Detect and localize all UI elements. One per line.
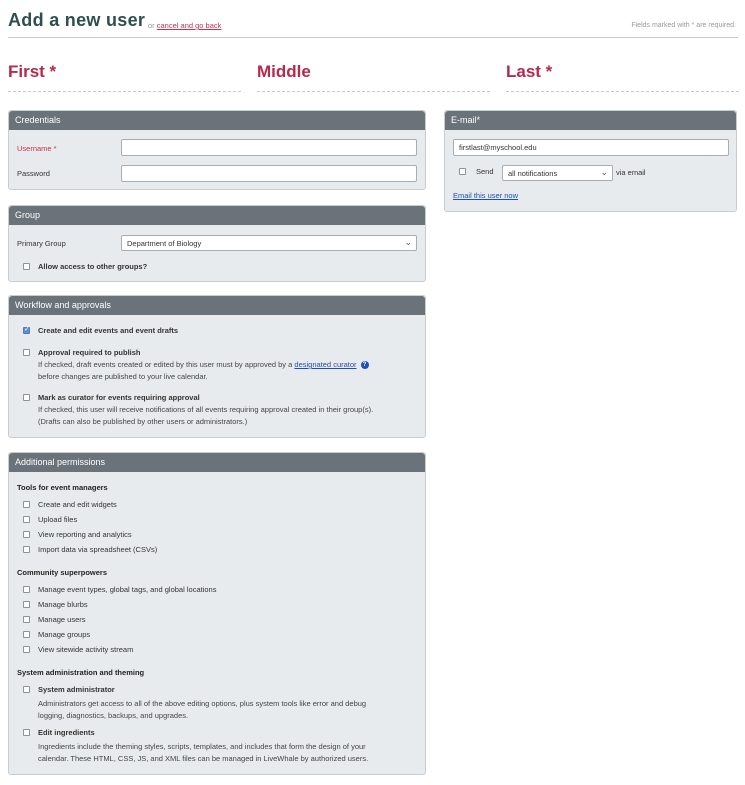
community-checkbox[interactable] <box>23 616 30 623</box>
community-checkbox[interactable] <box>23 586 30 593</box>
sysadmin-description <box>38 698 423 722</box>
cancel-wrap <box>148 21 221 30</box>
first-name-field[interactable] <box>8 62 241 92</box>
allow-other-groups-label: Allow access to other groups? <box>38 262 148 271</box>
community-label: View sitewide activity stream <box>38 645 134 654</box>
ingredients-desc-1: Ingredients include the theming styles, scripts, templates, and includes that form the design of your <box>38 742 366 751</box>
community-checkbox[interactable] <box>23 646 30 653</box>
first-name-label: First * <box>8 62 57 81</box>
tool-label: View reporting and analytics <box>38 530 132 539</box>
community-checkbox[interactable] <box>23 631 30 638</box>
middle-name-label: Middle <box>257 62 311 81</box>
primary-group-select[interactable] <box>121 235 417 251</box>
approval-required-label: Approval required to publish <box>38 348 141 357</box>
page-title: Add a new user <box>8 10 146 30</box>
community-checkbox[interactable] <box>23 601 30 608</box>
sysadmin-checkbox[interactable] <box>23 686 30 693</box>
chevron-down-icon: ⌄ <box>404 237 412 247</box>
mark-curator-checkbox[interactable] <box>23 394 30 401</box>
tool-label: Upload files <box>38 515 78 524</box>
email-user-now-link[interactable]: Email this user now <box>453 191 519 200</box>
username-label: Username * <box>17 144 57 153</box>
last-name-field[interactable] <box>506 62 739 92</box>
community-label: Manage blurbs <box>38 600 88 609</box>
credentials-heading: Credentials <box>9 111 425 130</box>
edit-ingredients-label: Edit ingredients <box>38 728 95 737</box>
chevron-down-icon: ⌄ <box>600 167 608 177</box>
username-input[interactable] <box>121 139 417 156</box>
group-panel <box>8 205 426 282</box>
tool-checkbox[interactable] <box>23 501 30 508</box>
via-email-label: via email <box>616 168 646 177</box>
tools-section-title: Tools for event managers <box>17 483 108 492</box>
ingredients-desc-2: calendar. These HTML, CSS, JS, and XML files can be managed in LiveWhale by authorized users. <box>38 754 369 763</box>
curator-desc-1: If checked, this user will receive notifications of all events requiring approval created in their group(s). <box>38 405 374 414</box>
create-edit-events-checkbox[interactable] <box>23 327 30 334</box>
password-input[interactable] <box>121 165 417 182</box>
cancel-link[interactable]: cancel and go back <box>156 21 222 30</box>
workflow-heading: Workflow and approvals <box>9 296 425 315</box>
tool-label: Create and edit widgets <box>38 500 117 509</box>
tool-checkbox[interactable] <box>23 546 30 553</box>
curator-desc-2: (Drafts can also be published by other users or administrators.) <box>38 417 248 426</box>
primary-group-label: Primary Group <box>17 239 66 248</box>
email-panel <box>444 110 737 212</box>
edit-ingredients-checkbox[interactable] <box>23 729 30 736</box>
approval-description <box>38 359 423 383</box>
sysadmin-label: System administrator <box>38 685 115 694</box>
additional-permissions-panel <box>8 452 426 775</box>
credentials-panel <box>8 110 426 190</box>
tool-label: Import data via spreadsheet (CSVs) <box>38 545 158 554</box>
primary-group-selected: Department of Biology <box>127 239 202 248</box>
mark-curator-label: Mark as curator for events requiring approval <box>38 393 200 402</box>
required-note: Fields marked with * are required. <box>631 22 736 29</box>
workflow-panel <box>8 295 426 438</box>
approval-required-checkbox[interactable] <box>23 349 30 356</box>
approval-desc-1: If checked, draft events created or edited by this user must by approved by a <box>38 360 293 369</box>
approval-desc-2: before changes are published to your live calendar. <box>38 372 208 381</box>
curator-description <box>38 404 423 428</box>
community-label: Manage event types, global tags, and global locations <box>38 585 217 594</box>
allow-other-groups-checkbox[interactable] <box>23 263 30 270</box>
last-name-label: Last * <box>506 62 553 81</box>
community-label: Manage groups <box>38 630 91 639</box>
community-section-title: Community superpowers <box>17 568 108 577</box>
email-input[interactable]: firstlast@myschool.edu <box>453 139 729 156</box>
sysadmin-desc-1: Administrators get access to all of the above editing options, plus system tools like error and debug <box>38 699 367 708</box>
ingredients-description <box>38 741 423 765</box>
tool-checkbox[interactable] <box>23 516 30 523</box>
notifications-select[interactable] <box>502 165 613 181</box>
group-heading: Group <box>9 206 425 225</box>
middle-name-field[interactable] <box>257 62 490 92</box>
designated-curator-link[interactable]: designated curator <box>294 360 357 369</box>
additional-heading: Additional permissions <box>9 453 425 472</box>
page-header <box>8 10 738 38</box>
notifications-selected: all notifications <box>508 169 558 178</box>
password-label: Password <box>17 169 50 178</box>
help-icon[interactable]: ? <box>361 361 369 369</box>
send-label: Send <box>476 167 494 176</box>
sysadmin-desc-2: logging, diagnostics, backups, and upgrades. <box>38 711 189 720</box>
tool-checkbox[interactable] <box>23 531 30 538</box>
sysadmin-section-title: System administration and theming <box>17 668 145 677</box>
community-label: Manage users <box>38 615 86 624</box>
email-heading: E-mail* <box>445 111 736 130</box>
send-checkbox[interactable] <box>459 168 466 175</box>
cancel-prefix: or <box>148 21 155 30</box>
create-edit-events-label: Create and edit events and event drafts <box>38 326 179 335</box>
